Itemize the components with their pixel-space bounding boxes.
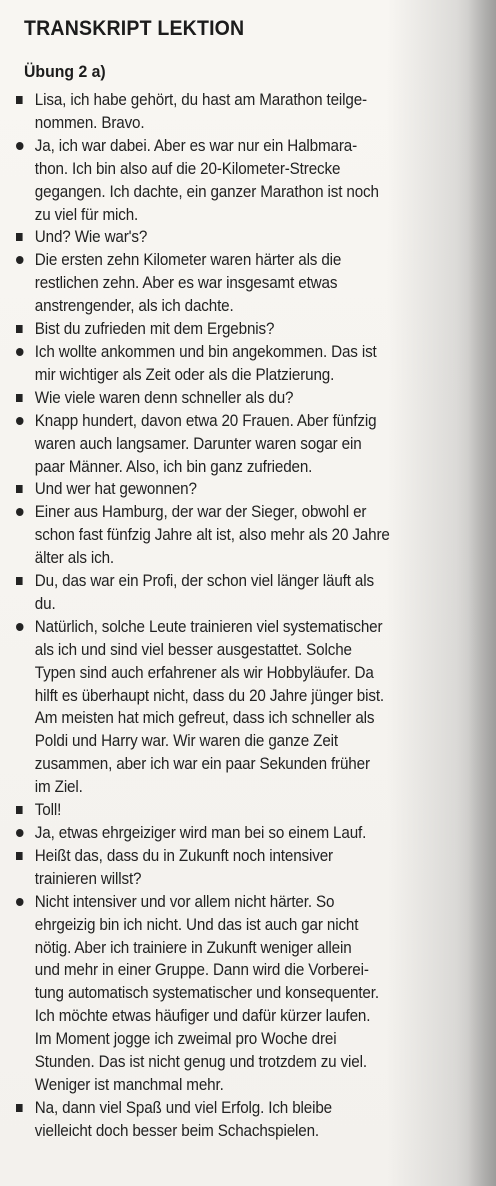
dialogue-text: Du, das war ein Profi, der schon viel länger läuft als du.: [34, 572, 374, 613]
dialogue-text: Bist du zufrieden mit dem Ergebnis?: [34, 320, 275, 339]
dialogue-line: [16, 570, 496, 616]
dialogue-list: [16, 89, 488, 1143]
dialogue-line: [16, 822, 496, 845]
dialogue-line: [16, 318, 496, 341]
square-speaker-icon: [16, 325, 23, 333]
dot-speaker-icon: [16, 142, 24, 150]
dialogue-line: [16, 89, 496, 135]
dialogue-text: Knapp hundert, davon etwa 20 Frauen. Aber fünfzig waren auch langsamer. Darunter waren sogar ein paar Männer. Also, ich bin ganz zufrieden.: [34, 411, 377, 476]
square-speaker-icon: [16, 806, 23, 814]
dot-speaker-icon: [16, 623, 24, 631]
exercise-heading: Übung 2 a): [24, 62, 106, 81]
dot-speaker-icon: [16, 256, 24, 264]
dialogue-line: [16, 341, 496, 387]
dialogue-text: Ja, ich war dabei. Aber es war nur ein Halbmara- thon. Ich bin also auf die 20-Kilometer-Strecke gegangen. Ich dachte, ein ganzer Marathon ist noch zu viel für mich.: [34, 136, 379, 224]
dot-speaker-icon: [16, 898, 24, 906]
dialogue-text: Wie viele waren denn schneller als du?: [34, 388, 294, 407]
square-speaker-icon: [16, 233, 23, 241]
square-speaker-icon: [16, 485, 23, 493]
dialogue-line: [16, 135, 496, 227]
dot-speaker-icon: [16, 829, 24, 837]
square-speaker-icon: [16, 96, 23, 104]
dialogue-line: [16, 387, 496, 410]
dialogue-text: Toll!: [34, 801, 62, 820]
dialogue-text: Heißt das, dass du in Zukunft noch intensiver trainieren willst?: [34, 846, 333, 888]
dialogue-line: [16, 799, 496, 822]
page-title: TRANSKRIPT LEKTION: [24, 17, 245, 40]
dialogue-text: Na, dann viel Spaß und viel Erfolg. Ich bleibe vielleicht doch besser beim Schachspielen.: [34, 1098, 332, 1140]
dot-speaker-icon: [16, 348, 24, 356]
square-speaker-icon: [16, 852, 23, 860]
dialogue-text: Und wer hat gewonnen?: [34, 480, 197, 499]
dot-speaker-icon: [16, 508, 24, 516]
dialogue-text: Die ersten zehn Kilometer waren härter als die restlichen zehn. Aber es war insgesamt etwas anstrengender, als ich dachte.: [34, 251, 342, 316]
dialogue-text: Lisa, ich habe gehört, du hast am Marathon teilge- nommen. Bravo.: [34, 91, 367, 132]
square-speaker-icon: [16, 1104, 23, 1112]
dialogue-text: Natürlich, solche Leute trainieren viel systematischer als ich und sind viel besser ausgestattet. Solche Typen sind auch erfahrener als wir Hobbyläufer. Da hilft es überhaupt nicht, dass du 20 Jahre jünger bist. Am meisten hat mich gefreut, dass ich schneller als Poldi und Harry war. Wir waren die ganze Zeit zusammen, aber ich war ein paar Sekunden früher im Ziel.: [34, 617, 385, 797]
dialogue-line: [16, 249, 496, 318]
dialogue-text: Einer aus Hamburg, der war der Sieger, obwohl er schon fast fünfzig Jahre alt ist, also mehr als 20 Jahre älter als ich.: [34, 503, 390, 568]
dialogue-line: [16, 501, 496, 570]
dialogue-text: Nicht intensiver und vor allem nicht härter. So ehrgeizig bin ich nicht. Und das ist auch gar nicht nötig. Aber ich trainiere in Zukunft weniger allein und mehr in einer Gruppe. Dann wird die Vorberei- tung automatisch systematischer und konsequenter. Ich möchte etwas häufiger und dafür kürzer laufen. Im Moment jogge ich zweimal pro Woche drei Stunden. Das ist nicht genug und trotzdem zu viel. Weniger ist manchmal mehr.: [34, 892, 379, 1094]
dialogue-line: [16, 845, 496, 891]
square-speaker-icon: [16, 394, 23, 402]
square-speaker-icon: [16, 577, 23, 585]
dialogue-text: Ich wollte ankommen und bin angekommen. Das ist mir wichtiger als Zeit oder als die Platzierung.: [34, 342, 377, 384]
dialogue-text: Ja, etwas ehrgeiziger wird man bei so einem Lauf.: [34, 824, 367, 842]
dialogue-line: [16, 478, 496, 501]
dot-speaker-icon: [16, 417, 24, 425]
dialogue-line: [16, 891, 496, 1097]
dialogue-text: Und? Wie war's?: [34, 228, 148, 247]
dialogue-line: [16, 226, 496, 249]
dialogue-line: [16, 616, 496, 799]
dialogue-line: [16, 1097, 496, 1143]
dialogue-line: [16, 410, 496, 479]
